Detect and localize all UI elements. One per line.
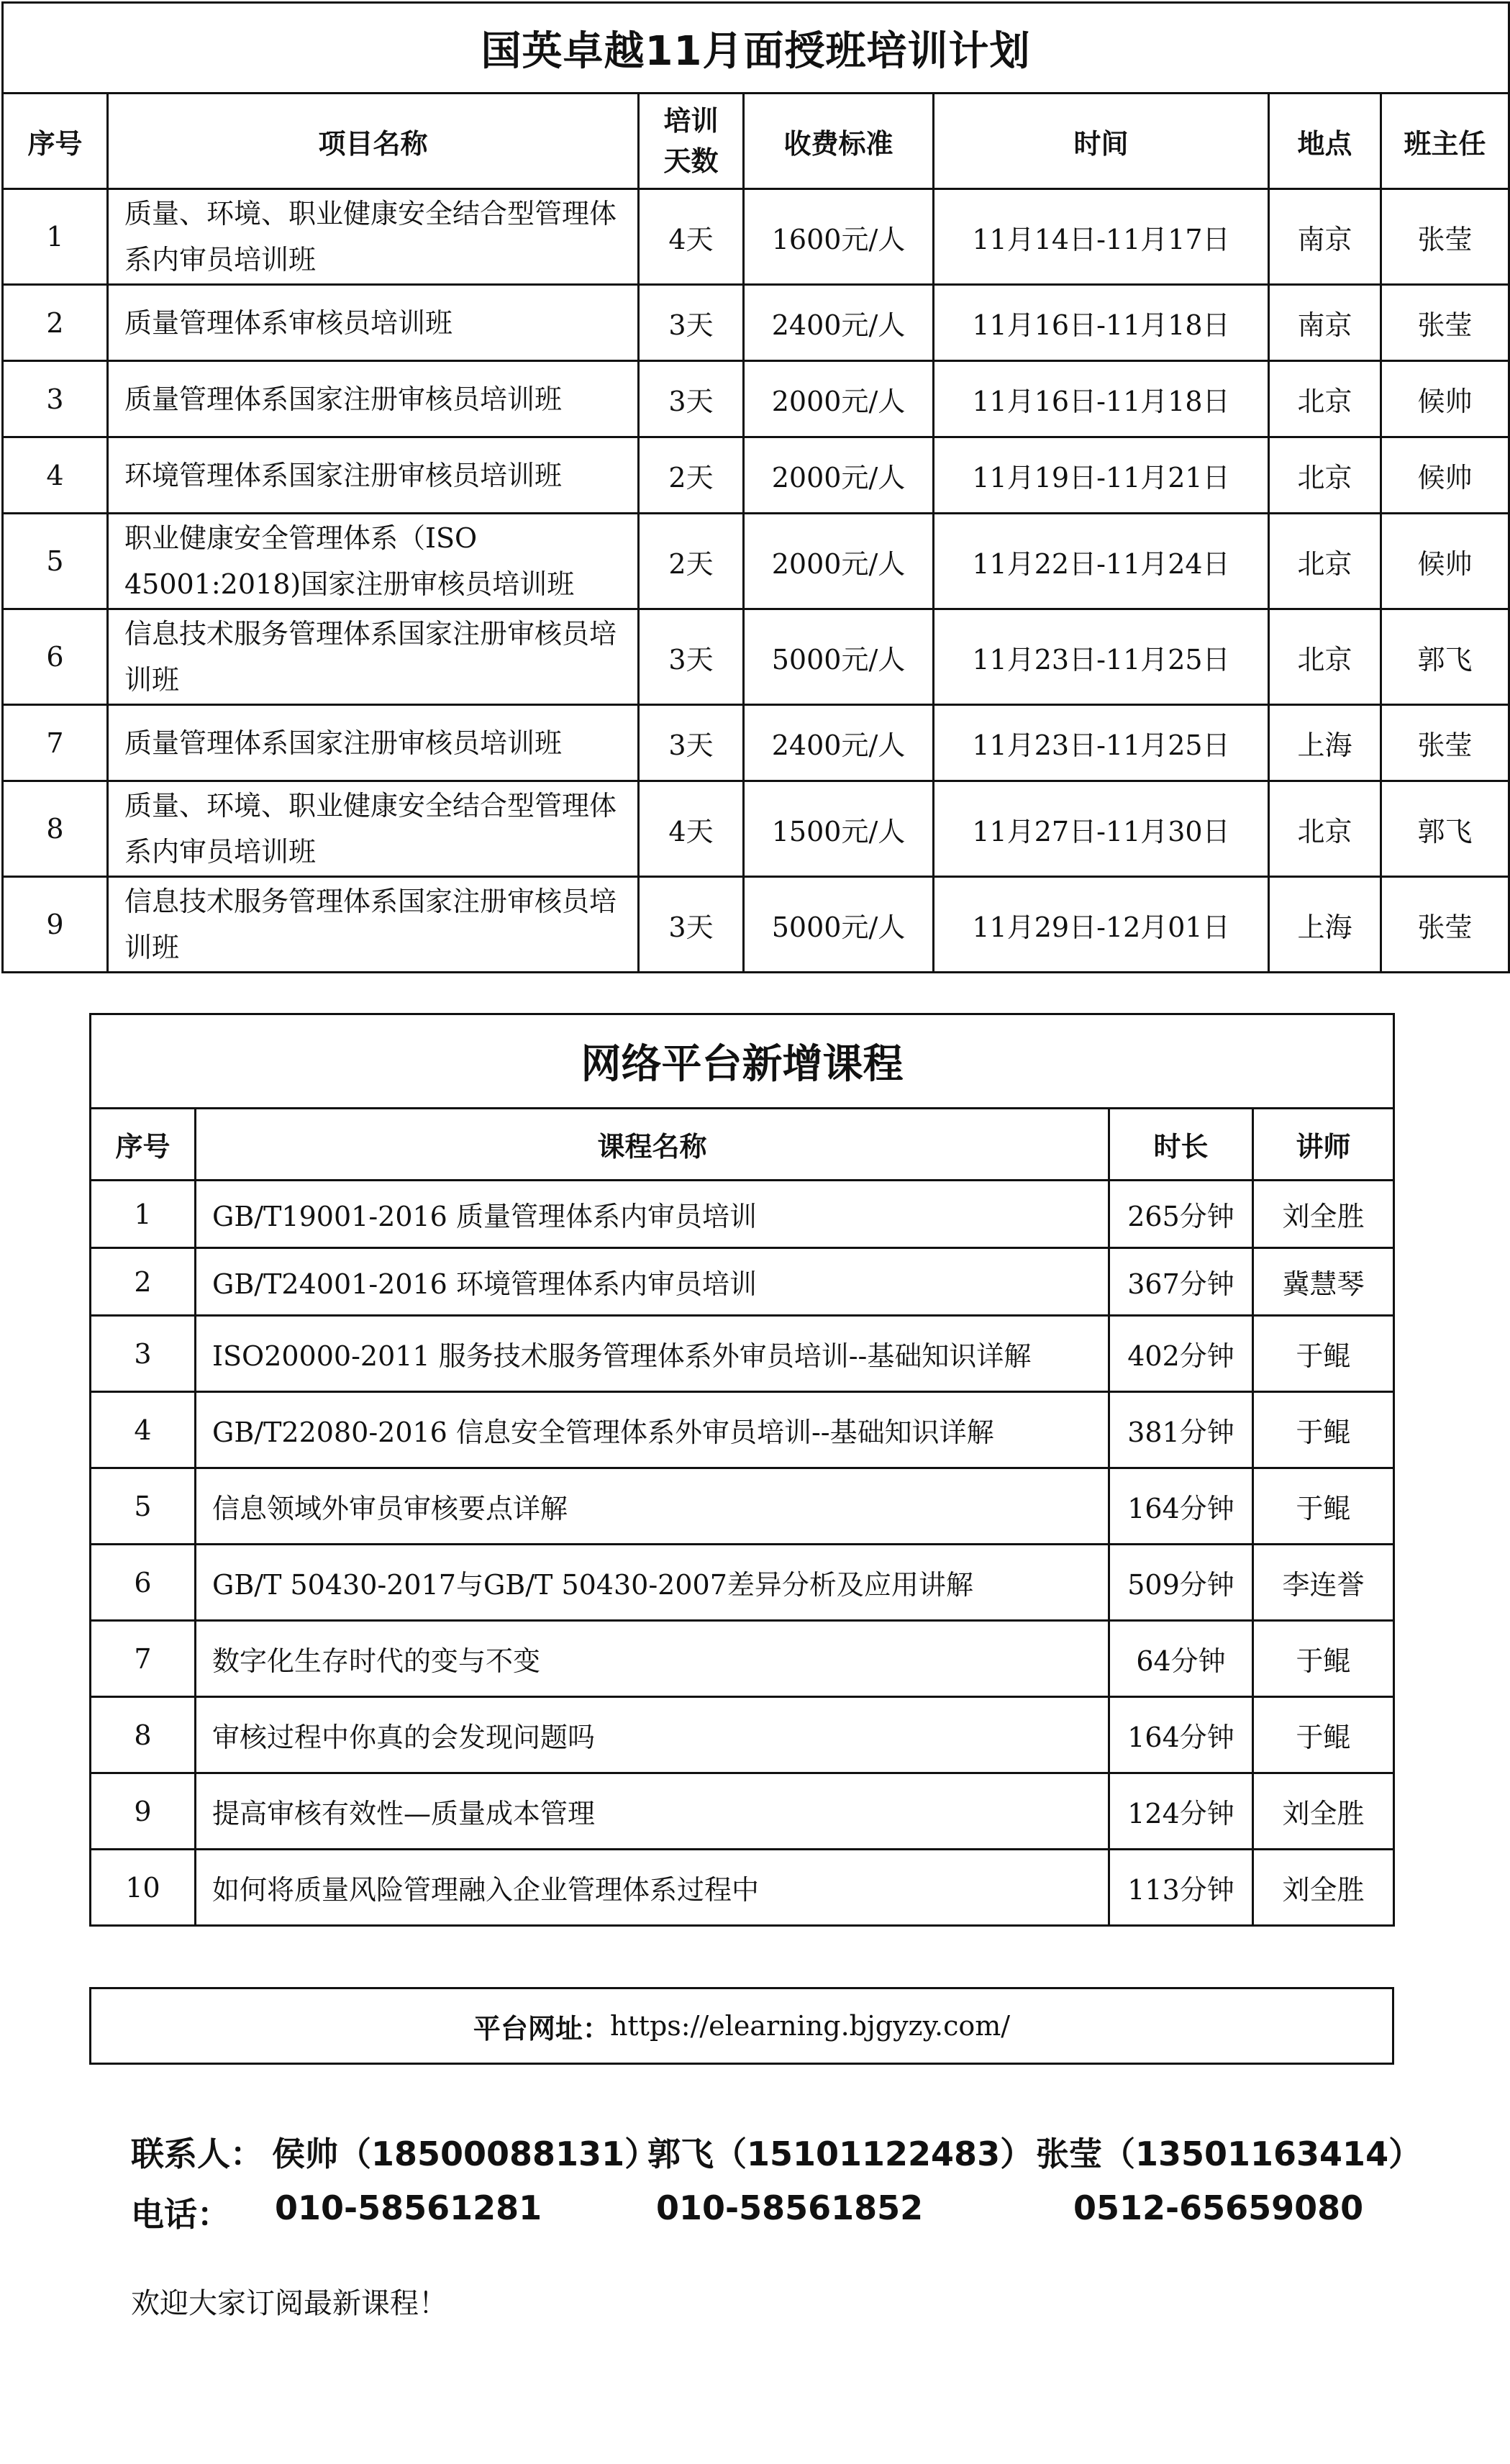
plan-cell-place: 南京 [1269,189,1381,285]
plan-cell-no: 2 [3,285,108,361]
plan-cell-name: 环境管理体系国家注册审核员培训班 [108,437,639,514]
plan-cell-place: 北京 [1269,437,1381,514]
course-cell-name: GB/T19001-2016 质量管理体系内审员培训 [196,1181,1109,1248]
courses-table [89,1013,1395,1927]
plan-cell-fee: 1600元/人 [744,189,934,285]
course-cell-duration: 381分钟 [1109,1392,1253,1468]
course-cell-lecturer: 于鲲 [1253,1316,1394,1392]
course-cell-no: 1 [91,1181,196,1248]
course-cell-no: 3 [91,1316,196,1392]
plan-cell-days: 3天 [639,285,744,361]
table-row [3,437,1509,514]
plan-cell-days: 2天 [639,514,744,609]
table-row [91,1392,1394,1468]
plan-cell-no: 7 [3,705,108,781]
header-days [639,94,744,189]
course-cell-no: 6 [91,1545,196,1621]
platform-label: 平台网址： [473,2012,610,2045]
phone-1: 010-58561281 [275,2188,542,2227]
phone-label: 电话： [131,2195,230,2234]
course-cell-no: 5 [91,1468,196,1545]
course-cell-lecturer: 刘全胜 [1253,1850,1394,1926]
plan-cell-teacher: 候帅 [1381,514,1509,609]
plan-cell-days: 4天 [639,189,744,285]
table-row [91,1850,1394,1926]
plan-cell-teacher: 张莹 [1381,189,1509,285]
plan-cell-time: 11月23日-11月25日 [934,705,1269,781]
plan-cell-no: 6 [3,609,108,705]
plan-rows [3,189,1509,973]
welcome-text: 欢迎大家订阅最新课程！ [131,2287,447,2320]
course-cell-lecturer: 冀慧琴 [1253,1248,1394,1316]
contacts-label: 联系人： [131,2135,263,2173]
header-days-line2: 天数 [663,145,719,177]
table-row [3,705,1509,781]
table-row [3,877,1509,973]
plan-cell-place: 上海 [1269,877,1381,973]
course-cell-duration: 402分钟 [1109,1316,1253,1392]
course-rows [91,1181,1394,1926]
plan-cell-days: 3天 [639,705,744,781]
course-cell-name: ISO20000-2011 服务技术服务管理体系外审员培训--基础知识详解 [196,1316,1109,1392]
plan-cell-no: 5 [3,514,108,609]
course-cell-duration: 113分钟 [1109,1850,1253,1926]
course-cell-no: 4 [91,1392,196,1468]
course-cell-name: 如何将质量风险管理融入企业管理体系过程中 [196,1850,1109,1926]
phone-3: 0512-65659080 [1073,2188,1364,2227]
course-cell-duration: 265分钟 [1109,1181,1253,1248]
courses-title: 网络平台新增课程 [91,1014,1394,1109]
plan-cell-place: 上海 [1269,705,1381,781]
course-cell-name: 信息领域外审员审核要点详解 [196,1468,1109,1545]
header-place: 地点 [1269,94,1381,189]
plan-cell-teacher: 候帅 [1381,437,1509,514]
plan-cell-no: 3 [3,361,108,437]
plan-cell-time: 11月16日-11月18日 [934,285,1269,361]
plan-cell-fee: 2400元/人 [744,705,934,781]
course-cell-no: 8 [91,1697,196,1773]
plan-title: 国英卓越11月面授班培训计划 [3,3,1509,94]
course-cell-duration: 124分钟 [1109,1773,1253,1850]
plan-cell-time: 11月19日-11月21日 [934,437,1269,514]
header-time: 时间 [934,94,1269,189]
table-row [91,1248,1394,1316]
plan-cell-fee: 1500元/人 [744,781,934,877]
header-fee: 收费标准 [744,94,934,189]
course-cell-name: 提高审核有效性—质量成本管理 [196,1773,1109,1850]
plan-cell-name: 质量、环境、职业健康安全结合型管理体系内审员培训班 [108,781,639,877]
course-cell-duration: 64分钟 [1109,1621,1253,1697]
course-cell-no: 9 [91,1773,196,1850]
plan-cell-time: 11月23日-11月25日 [934,609,1269,705]
plan-cell-place: 北京 [1269,514,1381,609]
training-plan-table [1,1,1510,973]
course-cell-lecturer: 李连誉 [1253,1545,1394,1621]
table-row [3,781,1509,877]
plan-cell-place: 北京 [1269,361,1381,437]
course-cell-no: 2 [91,1248,196,1316]
course-header-no: 序号 [91,1109,196,1181]
plan-cell-place: 南京 [1269,285,1381,361]
course-header-name: 课程名称 [196,1109,1109,1181]
table-row [3,609,1509,705]
course-cell-name: GB/T 50430-2017与GB/T 50430-2007差异分析及应用讲解 [196,1545,1109,1621]
plan-cell-fee: 2000元/人 [744,437,934,514]
header-no: 序号 [3,94,108,189]
plan-cell-time: 11月27日-11月30日 [934,781,1269,877]
course-cell-duration: 164分钟 [1109,1697,1253,1773]
course-cell-no: 7 [91,1621,196,1697]
table-row [91,1181,1394,1248]
plan-cell-time: 11月16日-11月18日 [934,361,1269,437]
course-cell-duration: 164分钟 [1109,1468,1253,1545]
plan-cell-name: 质量管理体系国家注册审核员培训班 [108,361,639,437]
plan-cell-name: 职业健康安全管理体系（ISO 45001:2018)国家注册审核员培训班 [108,514,639,609]
plan-cell-teacher: 郭飞 [1381,781,1509,877]
course-cell-no: 10 [91,1850,196,1926]
plan-cell-name: 质量管理体系审核员培训班 [108,285,639,361]
plan-cell-days: 3天 [639,361,744,437]
course-cell-name: 审核过程中你真的会发现问题吗 [196,1697,1109,1773]
phone-2: 010-58561852 [656,2188,924,2227]
course-header-duration: 时长 [1109,1109,1253,1181]
course-cell-lecturer: 于鲲 [1253,1697,1394,1773]
table-row [91,1545,1394,1621]
plan-cell-time: 11月29日-12月01日 [934,877,1269,973]
plan-cell-name: 质量管理体系国家注册审核员培训班 [108,705,639,781]
course-cell-lecturer: 于鲲 [1253,1468,1394,1545]
plan-cell-fee: 5000元/人 [744,877,934,973]
course-cell-name: 数字化生存时代的变与不变 [196,1621,1109,1697]
plan-cell-no: 9 [3,877,108,973]
plan-cell-teacher: 张莹 [1381,877,1509,973]
table-row [3,514,1509,609]
table-row [91,1621,1394,1697]
plan-cell-fee: 2000元/人 [744,514,934,609]
plan-cell-no: 8 [3,781,108,877]
plan-cell-name: 信息技术服务管理体系国家注册审核员培训班 [108,609,639,705]
course-cell-duration: 509分钟 [1109,1545,1253,1621]
course-header-lecturer: 讲师 [1253,1109,1394,1181]
header-teacher: 班主任 [1381,94,1509,189]
table-row [3,361,1509,437]
plan-cell-teacher: 郭飞 [1381,609,1509,705]
header-name: 项目名称 [108,94,639,189]
table-row [91,1316,1394,1392]
plan-cell-no: 4 [3,437,108,514]
contact-person-3: 张莹（13501163414） [1036,2135,1422,2173]
plan-cell-days: 2天 [639,437,744,514]
course-cell-lecturer: 于鲲 [1253,1621,1394,1697]
table-row [91,1773,1394,1850]
course-cell-lecturer: 于鲲 [1253,1392,1394,1468]
course-cell-name: GB/T22080-2016 信息安全管理体系外审员培训--基础知识详解 [196,1392,1109,1468]
plan-cell-name: 质量、环境、职业健康安全结合型管理体系内审员培训班 [108,189,639,285]
plan-cell-fee: 2000元/人 [744,361,934,437]
plan-cell-days: 3天 [639,877,744,973]
plan-cell-time: 11月22日-11月24日 [934,514,1269,609]
plan-cell-teacher: 张莹 [1381,285,1509,361]
platform-url-link[interactable]: https://elearning.bjgyzy.com/ [609,2010,1011,2042]
table-row [3,285,1509,361]
plan-cell-teacher: 候帅 [1381,361,1509,437]
table-row [3,189,1509,285]
plan-cell-name: 信息技术服务管理体系国家注册审核员培训班 [108,877,639,973]
plan-cell-days: 3天 [639,609,744,705]
table-row [91,1468,1394,1545]
plan-cell-teacher: 张莹 [1381,705,1509,781]
header-days-line1: 培训 [663,105,719,137]
plan-cell-fee: 5000元/人 [744,609,934,705]
plan-cell-time: 11月14日-11月17日 [934,189,1269,285]
plan-cell-fee: 2400元/人 [744,285,934,361]
course-cell-lecturer: 刘全胜 [1253,1773,1394,1850]
contact-person-1: 侯帅（18500088131） [272,2135,658,2173]
table-row [91,1697,1394,1773]
course-cell-duration: 367分钟 [1109,1248,1253,1316]
plan-cell-place: 北京 [1269,609,1381,705]
plan-cell-days: 4天 [639,781,744,877]
course-cell-name: GB/T24001-2016 环境管理体系内审员培训 [196,1248,1109,1316]
plan-cell-place: 北京 [1269,781,1381,877]
plan-cell-no: 1 [3,189,108,285]
platform-url-box [89,1987,1394,2065]
contact-person-2: 郭飞（15101122483） [647,2135,1034,2173]
course-cell-lecturer: 刘全胜 [1253,1181,1394,1248]
